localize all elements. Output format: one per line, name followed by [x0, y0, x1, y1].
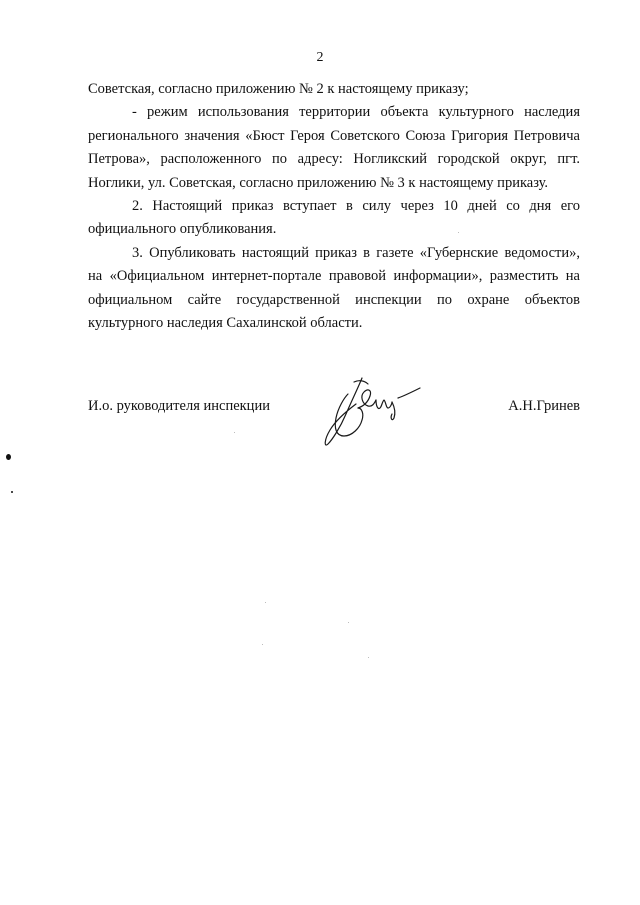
- text-line: Ноглики, ул. Советская, согласно приложению № 3 к настоящему приказу.: [88, 174, 549, 191]
- text-line: - режим использования территории объекта культурного наследия: [132, 104, 580, 121]
- page-number: 2: [316, 50, 324, 65]
- text-line: культурного наследия Сахалинской области.: [88, 315, 363, 332]
- margin-mark: [11, 491, 13, 493]
- handwritten-signature: [318, 374, 422, 454]
- paragraph-regime: [88, 101, 580, 195]
- scan-speck: [368, 657, 369, 658]
- scan-speck: [265, 602, 266, 603]
- text-line: на «Официальном интернет-портале правовой информации», разместить на: [88, 268, 580, 285]
- text-line: Петрова», расположенного по адресу: Ногликский городской округ, пгт.: [88, 151, 580, 168]
- text-line: официальном сайте государственной инспекции по охране объектов: [88, 291, 580, 308]
- signer-name: А.Н.Гринев: [508, 398, 580, 414]
- text-line: официального опубликования.: [88, 221, 277, 238]
- paragraph-continuation: [88, 78, 580, 101]
- text-line: Советская, согласно приложению № 2 к настоящему приказу;: [88, 81, 469, 97]
- document-body: [88, 78, 580, 335]
- scan-speck: [262, 644, 263, 645]
- text-line: 3. Опубликовать настоящий приказ в газете «Губернские ведомости»,: [132, 244, 580, 261]
- paragraph-item-2: [88, 195, 580, 242]
- signer-title: И.о. руководителя инспекции: [88, 398, 270, 414]
- text-line: регионального значения «Бюст Героя Советского Союза Григория Петровича: [88, 127, 580, 144]
- scan-speck: [348, 622, 349, 623]
- scan-speck: [234, 432, 235, 433]
- paragraph-item-3: [88, 242, 580, 336]
- scan-speck: [458, 232, 459, 233]
- text-line: 2. Настоящий приказ вступает в силу через 10 дней со дня его: [132, 198, 580, 215]
- margin-mark: [6, 454, 11, 460]
